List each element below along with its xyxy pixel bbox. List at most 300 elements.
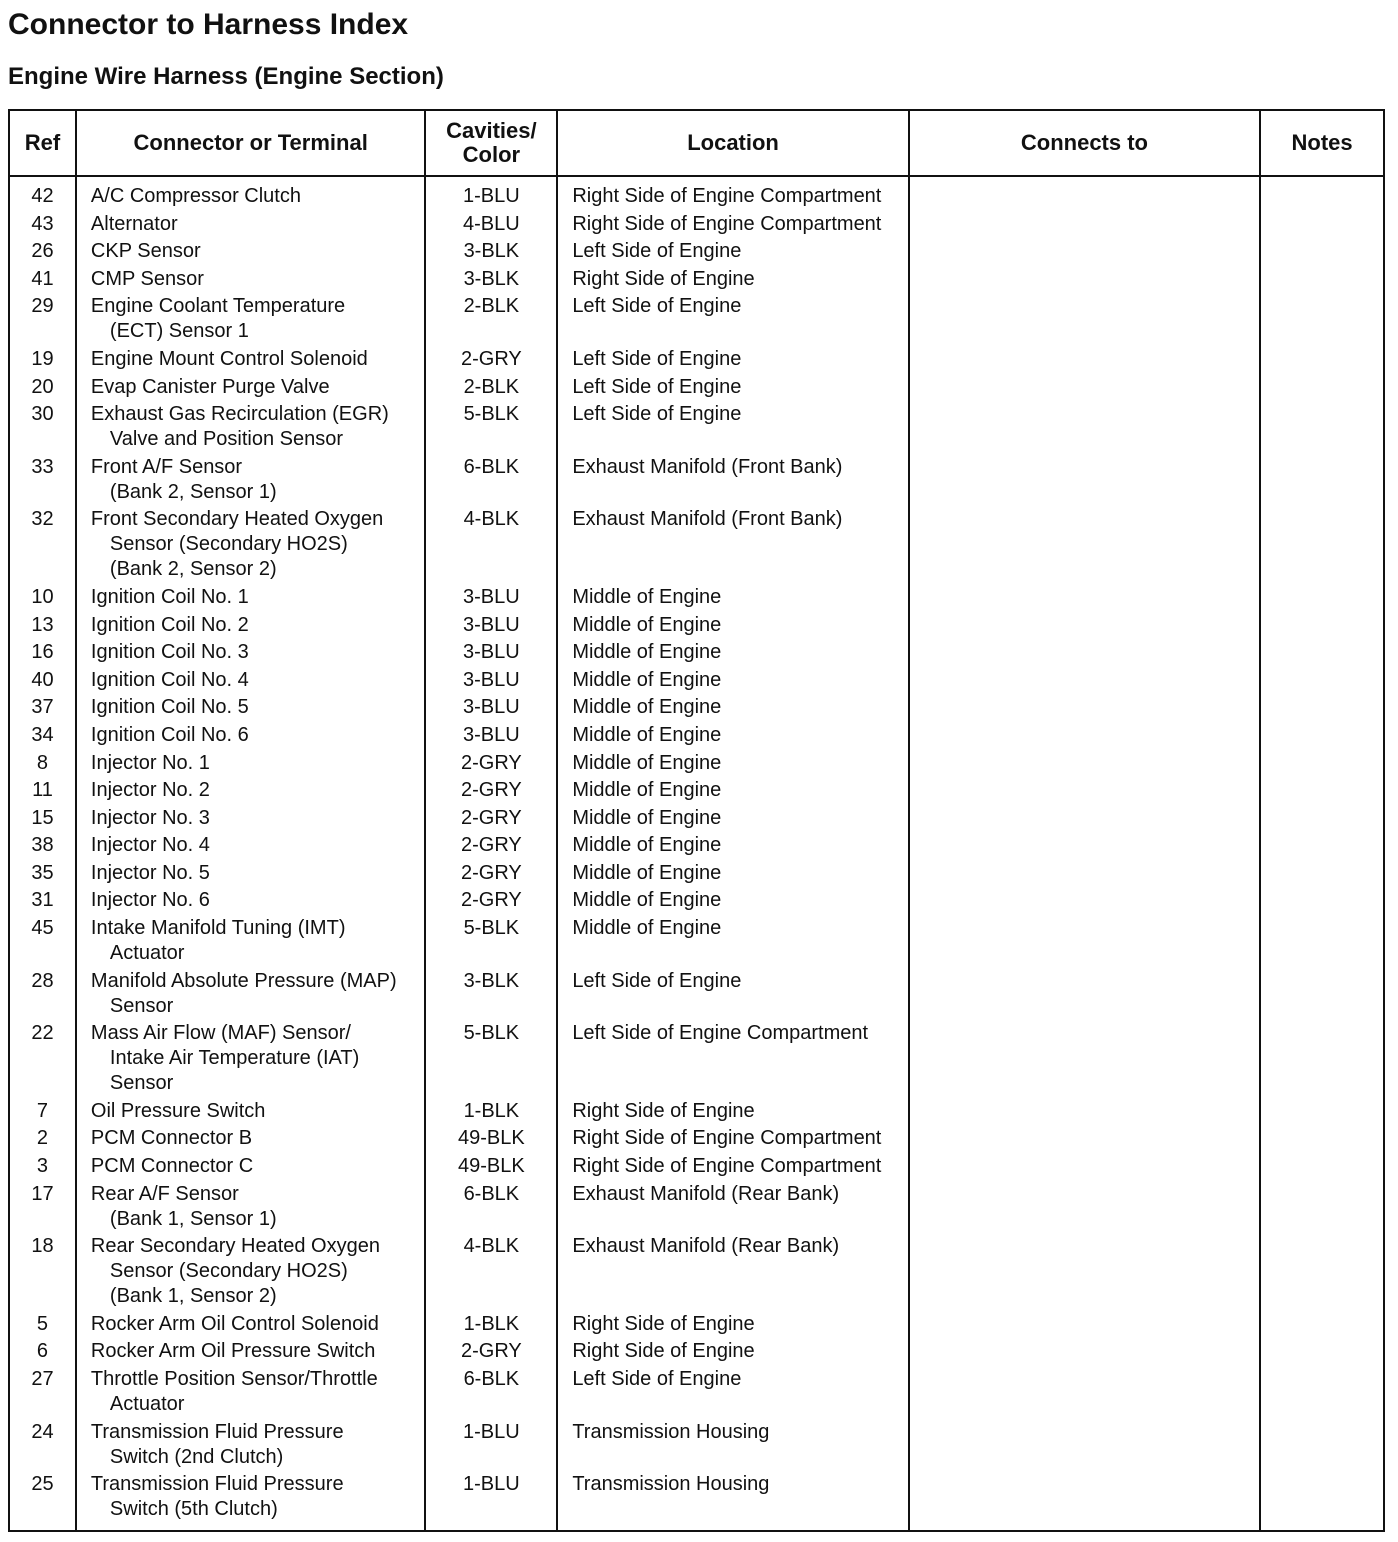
notes-cell <box>1260 1233 1384 1311</box>
ref-cell: 41 <box>9 265 76 293</box>
location-cell: Right Side of Engine Compartment <box>557 210 908 238</box>
connector-line: Oil Pressure Switch <box>90 1099 266 1122</box>
connector-line: Valve and Position Sensor <box>109 428 344 451</box>
notes-cell <box>1260 639 1384 667</box>
cavities-cell: 2-GRY <box>425 777 557 805</box>
connector-line: Transmission Fluid Pressure <box>90 1420 344 1443</box>
connects-to-cell <box>909 453 1260 506</box>
table-row <box>9 722 1384 750</box>
table-row <box>9 860 1384 888</box>
location-cell: Transmission Housing <box>557 1471 908 1531</box>
ref-cell: 17 <box>9 1180 76 1233</box>
cavities-cell: 2-GRY <box>425 1338 557 1366</box>
connector-line: Switch (2nd Clutch) <box>109 1445 284 1468</box>
notes-cell <box>1260 1180 1384 1233</box>
connects-to-cell <box>909 860 1260 888</box>
connects-to-cell <box>909 694 1260 722</box>
location-cell: Middle of Engine <box>557 666 908 694</box>
connector-cell <box>76 777 426 805</box>
connects-to-cell <box>909 804 1260 832</box>
connector-line: Ignition Coil No. 2 <box>90 613 249 636</box>
notes-cell <box>1260 832 1384 860</box>
notes-cell <box>1260 1471 1384 1531</box>
connects-to-cell <box>909 1233 1260 1311</box>
header-cavities-line2: Color <box>462 142 521 167</box>
connector-cell <box>76 506 426 584</box>
connector-cell <box>76 1153 426 1181</box>
ref-cell: 33 <box>9 453 76 506</box>
connector-cell <box>76 293 426 346</box>
cavities-cell: 5-BLK <box>425 401 557 454</box>
ref-cell: 22 <box>9 1020 76 1098</box>
ref-cell: 16 <box>9 639 76 667</box>
connects-to-cell <box>909 506 1260 584</box>
connector-line: Intake Air Temperature (IAT) <box>109 1047 360 1070</box>
connects-to-cell <box>909 722 1260 750</box>
location-cell: Middle of Engine <box>557 722 908 750</box>
ref-cell: 25 <box>9 1471 76 1531</box>
table-row <box>9 265 1384 293</box>
notes-cell <box>1260 1338 1384 1366</box>
connector-line: Rocker Arm Oil Control Solenoid <box>90 1312 379 1335</box>
connects-to-cell <box>909 373 1260 401</box>
ref-cell: 37 <box>9 694 76 722</box>
notes-cell <box>1260 346 1384 374</box>
ref-cell: 11 <box>9 777 76 805</box>
cavities-cell: 6-BLK <box>425 1180 557 1233</box>
connects-to-cell <box>909 1338 1260 1366</box>
ref-cell: 20 <box>9 373 76 401</box>
notes-cell <box>1260 1311 1384 1339</box>
location-cell: Transmission Housing <box>557 1418 908 1471</box>
location-cell: Left Side of Engine <box>557 346 908 374</box>
location-cell: Right Side of Engine <box>557 1311 908 1339</box>
connector-cell <box>76 694 426 722</box>
connects-to-cell <box>909 265 1260 293</box>
cavities-cell: 2-GRY <box>425 832 557 860</box>
table-row <box>9 967 1384 1020</box>
connects-to-cell <box>909 1311 1260 1339</box>
table-row <box>9 1471 1384 1531</box>
connector-cell <box>76 832 426 860</box>
cavities-cell: 3-BLU <box>425 611 557 639</box>
connector-line: Evap Canister Purge Valve <box>90 375 330 398</box>
table-row <box>9 777 1384 805</box>
ref-cell: 45 <box>9 915 76 968</box>
notes-cell <box>1260 611 1384 639</box>
connector-line: Transmission Fluid Pressure <box>90 1473 344 1496</box>
table-row <box>9 832 1384 860</box>
table-row <box>9 1098 1384 1126</box>
location-cell: Middle of Engine <box>557 639 908 667</box>
notes-cell <box>1260 694 1384 722</box>
connector-line: Actuator <box>109 1393 185 1415</box>
table-row <box>9 1233 1384 1311</box>
header-connector: Connector or Terminal <box>76 110 426 176</box>
connector-line: Sensor <box>109 994 174 1017</box>
connector-cell <box>76 1366 426 1419</box>
connects-to-cell <box>909 1418 1260 1471</box>
ref-cell: 32 <box>9 506 76 584</box>
ref-cell: 34 <box>9 722 76 750</box>
connects-to-cell <box>909 915 1260 968</box>
cavities-cell: 49-BLK <box>425 1153 557 1181</box>
notes-cell <box>1260 1020 1384 1098</box>
connects-to-cell <box>909 967 1260 1020</box>
connector-cell <box>76 860 426 888</box>
cavities-cell: 1-BLU <box>425 176 557 210</box>
header-location: Location <box>557 110 908 176</box>
connects-to-cell <box>909 887 1260 915</box>
ref-cell: 40 <box>9 666 76 694</box>
table-header-row <box>9 110 1384 176</box>
cavities-cell: 1-BLU <box>425 1471 557 1531</box>
connector-cell <box>76 176 426 210</box>
connector-line: (Bank 2, Sensor 1) <box>109 480 277 503</box>
connector-line: Injector No. 1 <box>90 751 210 774</box>
notes-cell <box>1260 1418 1384 1471</box>
connects-to-cell <box>909 832 1260 860</box>
table-row <box>9 1020 1384 1098</box>
notes-cell <box>1260 238 1384 266</box>
table-row <box>9 1125 1384 1153</box>
connects-to-cell <box>909 1366 1260 1419</box>
ref-cell: 29 <box>9 293 76 346</box>
notes-cell <box>1260 584 1384 612</box>
cavities-cell: 6-BLK <box>425 1366 557 1419</box>
notes-cell <box>1260 777 1384 805</box>
connector-cell <box>76 1338 426 1366</box>
connects-to-cell <box>909 1020 1260 1098</box>
notes-cell <box>1260 373 1384 401</box>
table-row <box>9 887 1384 915</box>
notes-cell <box>1260 210 1384 238</box>
table-row <box>9 1338 1384 1366</box>
cavities-cell: 4-BLK <box>425 506 557 584</box>
header-ref: Ref <box>9 110 76 176</box>
connector-cell <box>76 401 426 454</box>
notes-cell <box>1260 749 1384 777</box>
location-cell: Right Side of Engine <box>557 1098 908 1126</box>
cavities-cell: 3-BLU <box>425 666 557 694</box>
header-connects-to: Connects to <box>909 110 1260 176</box>
ref-cell: 8 <box>9 749 76 777</box>
location-cell: Middle of Engine <box>557 611 908 639</box>
connector-line: Ignition Coil No. 5 <box>90 696 249 719</box>
connector-line: Switch (5th Clutch) <box>109 1498 278 1521</box>
connector-cell <box>76 1125 426 1153</box>
location-cell: Right Side of Engine Compartment <box>557 1125 908 1153</box>
connector-cell <box>76 1418 426 1471</box>
connector-line: Ignition Coil No. 4 <box>90 668 249 691</box>
connector-cell <box>76 804 426 832</box>
notes-cell <box>1260 506 1384 584</box>
cavities-cell: 6-BLK <box>425 453 557 506</box>
ref-cell: 3 <box>9 1153 76 1181</box>
connector-cell <box>76 265 426 293</box>
location-cell: Left Side of Engine <box>557 293 908 346</box>
connector-cell <box>76 346 426 374</box>
location-cell: Right Side of Engine Compartment <box>557 176 908 210</box>
connects-to-cell <box>909 238 1260 266</box>
connector-cell <box>76 1098 426 1126</box>
location-cell: Exhaust Manifold (Rear Bank) <box>557 1180 908 1233</box>
connector-line: Intake Manifold Tuning (IMT) <box>90 917 346 940</box>
connects-to-cell <box>909 210 1260 238</box>
location-cell: Exhaust Manifold (Rear Bank) <box>557 1233 908 1311</box>
ref-cell: 43 <box>9 210 76 238</box>
table-row <box>9 1153 1384 1181</box>
cavities-cell: 1-BLK <box>425 1098 557 1126</box>
connector-cell <box>76 373 426 401</box>
notes-cell <box>1260 722 1384 750</box>
location-cell: Right Side of Engine <box>557 265 908 293</box>
location-cell: Left Side of Engine <box>557 373 908 401</box>
connects-to-cell <box>909 401 1260 454</box>
table-row <box>9 611 1384 639</box>
cavities-cell: 3-BLK <box>425 967 557 1020</box>
cavities-cell: 2-BLK <box>425 373 557 401</box>
ref-cell: 30 <box>9 401 76 454</box>
connector-line: A/C Compressor Clutch <box>90 185 301 207</box>
ref-cell: 24 <box>9 1418 76 1471</box>
connector-cell <box>76 584 426 612</box>
connector-line: (Bank 1, Sensor 1) <box>109 1207 277 1230</box>
connector-line: CKP Sensor <box>90 240 201 263</box>
notes-cell <box>1260 1366 1384 1419</box>
table-row <box>9 694 1384 722</box>
header-cavities-line1: Cavities/ <box>446 118 537 143</box>
table-row <box>9 915 1384 968</box>
notes-cell <box>1260 915 1384 968</box>
connector-cell <box>76 453 426 506</box>
table-row <box>9 666 1384 694</box>
connector-line: Rear Secondary Heated Oxygen <box>90 1235 380 1258</box>
notes-cell <box>1260 453 1384 506</box>
cavities-cell: 3-BLK <box>425 265 557 293</box>
connector-cell <box>76 1180 426 1233</box>
cavities-cell: 2-GRY <box>425 887 557 915</box>
cavities-cell: 5-BLK <box>425 915 557 968</box>
cavities-cell: 3-BLU <box>425 584 557 612</box>
page-title: Connector to Harness Index <box>8 8 409 41</box>
connector-cell <box>76 1471 426 1531</box>
connector-line: (Bank 2, Sensor 2) <box>109 558 277 581</box>
connector-line: PCM Connector B <box>90 1127 253 1150</box>
ref-cell: 38 <box>9 832 76 860</box>
connects-to-cell <box>909 346 1260 374</box>
harness-index-table <box>8 109 1385 1532</box>
table-row <box>9 506 1384 584</box>
section-subtitle: Engine Wire Harness (Engine Section) <box>8 63 444 90</box>
connector-line: Manifold Absolute Pressure (MAP) <box>90 969 397 992</box>
cavities-cell: 1-BLU <box>425 1418 557 1471</box>
table-row <box>9 238 1384 266</box>
notes-cell <box>1260 887 1384 915</box>
notes-cell <box>1260 176 1384 210</box>
ref-cell: 31 <box>9 887 76 915</box>
table-row <box>9 346 1384 374</box>
header-cavities <box>425 110 557 176</box>
ref-cell: 27 <box>9 1366 76 1419</box>
location-cell: Middle of Engine <box>557 832 908 860</box>
location-cell: Middle of Engine <box>557 915 908 968</box>
connects-to-cell <box>909 611 1260 639</box>
connector-line: Front Secondary Heated Oxygen <box>90 508 384 531</box>
table-body <box>9 176 1384 1531</box>
notes-cell <box>1260 1098 1384 1126</box>
ref-cell: 2 <box>9 1125 76 1153</box>
connector-line: Exhaust Gas Recirculation (EGR) <box>90 403 389 426</box>
connector-line: PCM Connector C <box>90 1155 254 1178</box>
connects-to-cell <box>909 1098 1260 1126</box>
connects-to-cell <box>909 584 1260 612</box>
ref-cell: 28 <box>9 967 76 1020</box>
table-row <box>9 176 1384 210</box>
connector-line: Mass Air Flow (MAF) Sensor/ <box>90 1022 351 1045</box>
ref-cell: 42 <box>9 176 76 210</box>
location-cell: Middle of Engine <box>557 777 908 805</box>
location-cell: Middle of Engine <box>557 804 908 832</box>
connector-line: Injector No. 6 <box>90 889 210 912</box>
connector-line: Injector No. 4 <box>90 834 210 857</box>
cavities-cell: 2-GRY <box>425 860 557 888</box>
connector-cell <box>76 639 426 667</box>
ref-cell: 15 <box>9 804 76 832</box>
ref-cell: 35 <box>9 860 76 888</box>
connector-line: Alternator <box>90 212 178 235</box>
cavities-cell: 3-BLU <box>425 694 557 722</box>
connector-line: Sensor <box>109 1072 174 1095</box>
connects-to-cell <box>909 1153 1260 1181</box>
ref-cell: 18 <box>9 1233 76 1311</box>
table-row <box>9 749 1384 777</box>
cavities-cell: 4-BLU <box>425 210 557 238</box>
connector-line: Front A/F Sensor <box>90 455 243 478</box>
connects-to-cell <box>909 1471 1260 1531</box>
connector-cell <box>76 666 426 694</box>
cavities-cell: 3-BLK <box>425 238 557 266</box>
connects-to-cell <box>909 176 1260 210</box>
location-cell: Left Side of Engine <box>557 967 908 1020</box>
table-row <box>9 373 1384 401</box>
notes-cell <box>1260 860 1384 888</box>
cavities-cell: 2-GRY <box>425 346 557 374</box>
connector-line: (Bank 1, Sensor 2) <box>109 1285 277 1308</box>
connector-cell <box>76 1311 426 1339</box>
cavities-cell: 3-BLU <box>425 722 557 750</box>
cavities-cell: 49-BLK <box>425 1125 557 1153</box>
table-row <box>9 210 1384 238</box>
cavities-cell: 2-GRY <box>425 749 557 777</box>
table-row <box>9 401 1384 454</box>
table-row <box>9 584 1384 612</box>
notes-cell <box>1260 666 1384 694</box>
ref-cell: 13 <box>9 611 76 639</box>
location-cell: Middle of Engine <box>557 584 908 612</box>
notes-cell <box>1260 967 1384 1020</box>
table-row <box>9 804 1384 832</box>
connector-line: Injector No. 5 <box>90 861 210 884</box>
connector-line: Throttle Position Sensor/Throttle <box>90 1368 378 1390</box>
cavities-cell: 4-BLK <box>425 1233 557 1311</box>
notes-cell <box>1260 1153 1384 1181</box>
location-cell: Exhaust Manifold (Front Bank) <box>557 453 908 506</box>
connects-to-cell <box>909 1125 1260 1153</box>
table-row <box>9 1418 1384 1471</box>
location-cell: Left Side of Engine <box>557 401 908 454</box>
ref-cell: 19 <box>9 346 76 374</box>
location-cell: Left Side of Engine Compartment <box>557 1020 908 1098</box>
notes-cell <box>1260 804 1384 832</box>
location-cell: Left Side of Engine <box>557 1366 908 1419</box>
cavities-cell: 2-GRY <box>425 804 557 832</box>
connector-line: (ECT) Sensor 1 <box>109 320 249 343</box>
connector-line: Ignition Coil No. 1 <box>90 585 249 608</box>
connects-to-cell <box>909 777 1260 805</box>
connector-line: Ignition Coil No. 3 <box>90 641 249 664</box>
location-cell: Middle of Engine <box>557 694 908 722</box>
connector-cell <box>76 722 426 750</box>
location-cell: Right Side of Engine Compartment <box>557 1153 908 1181</box>
location-cell: Exhaust Manifold (Front Bank) <box>557 506 908 584</box>
ref-cell: 6 <box>9 1338 76 1366</box>
connector-cell <box>76 915 426 968</box>
connector-line: CMP Sensor <box>90 267 204 290</box>
connector-line: Engine Coolant Temperature <box>90 295 346 318</box>
cavities-cell: 3-BLU <box>425 639 557 667</box>
connector-cell <box>76 611 426 639</box>
connects-to-cell <box>909 666 1260 694</box>
connects-to-cell <box>909 1180 1260 1233</box>
cavities-cell: 1-BLK <box>425 1311 557 1339</box>
connector-line: Sensor (Secondary HO2S) <box>109 533 348 556</box>
ref-cell: 5 <box>9 1311 76 1339</box>
cavities-cell: 2-BLK <box>425 293 557 346</box>
location-cell: Middle of Engine <box>557 749 908 777</box>
cavities-cell: 5-BLK <box>425 1020 557 1098</box>
connector-line: Rocker Arm Oil Pressure Switch <box>90 1340 376 1363</box>
notes-cell <box>1260 401 1384 454</box>
table-row <box>9 293 1384 346</box>
connects-to-cell <box>909 749 1260 777</box>
connects-to-cell <box>909 639 1260 667</box>
connector-line: Injector No. 2 <box>90 779 210 802</box>
header-notes: Notes <box>1260 110 1384 176</box>
connector-cell <box>76 238 426 266</box>
connects-to-cell <box>909 293 1260 346</box>
table-row <box>9 1366 1384 1419</box>
location-cell: Right Side of Engine <box>557 1338 908 1366</box>
connector-line: Engine Mount Control Solenoid <box>90 347 368 370</box>
notes-cell <box>1260 293 1384 346</box>
ref-cell: 7 <box>9 1098 76 1126</box>
connector-line: Ignition Coil No. 6 <box>90 723 249 746</box>
table-row <box>9 1311 1384 1339</box>
notes-cell <box>1260 1125 1384 1153</box>
table-row <box>9 453 1384 506</box>
ref-cell: 26 <box>9 238 76 266</box>
location-cell: Left Side of Engine <box>557 238 908 266</box>
connector-line: Injector No. 3 <box>90 806 210 829</box>
ref-cell: 10 <box>9 584 76 612</box>
connector-line: Rear A/F Sensor <box>90 1182 239 1205</box>
location-cell: Middle of Engine <box>557 887 908 915</box>
table-row <box>9 1180 1384 1233</box>
connector-cell <box>76 887 426 915</box>
connector-cell <box>76 967 426 1020</box>
connector-line: Actuator <box>109 942 185 965</box>
